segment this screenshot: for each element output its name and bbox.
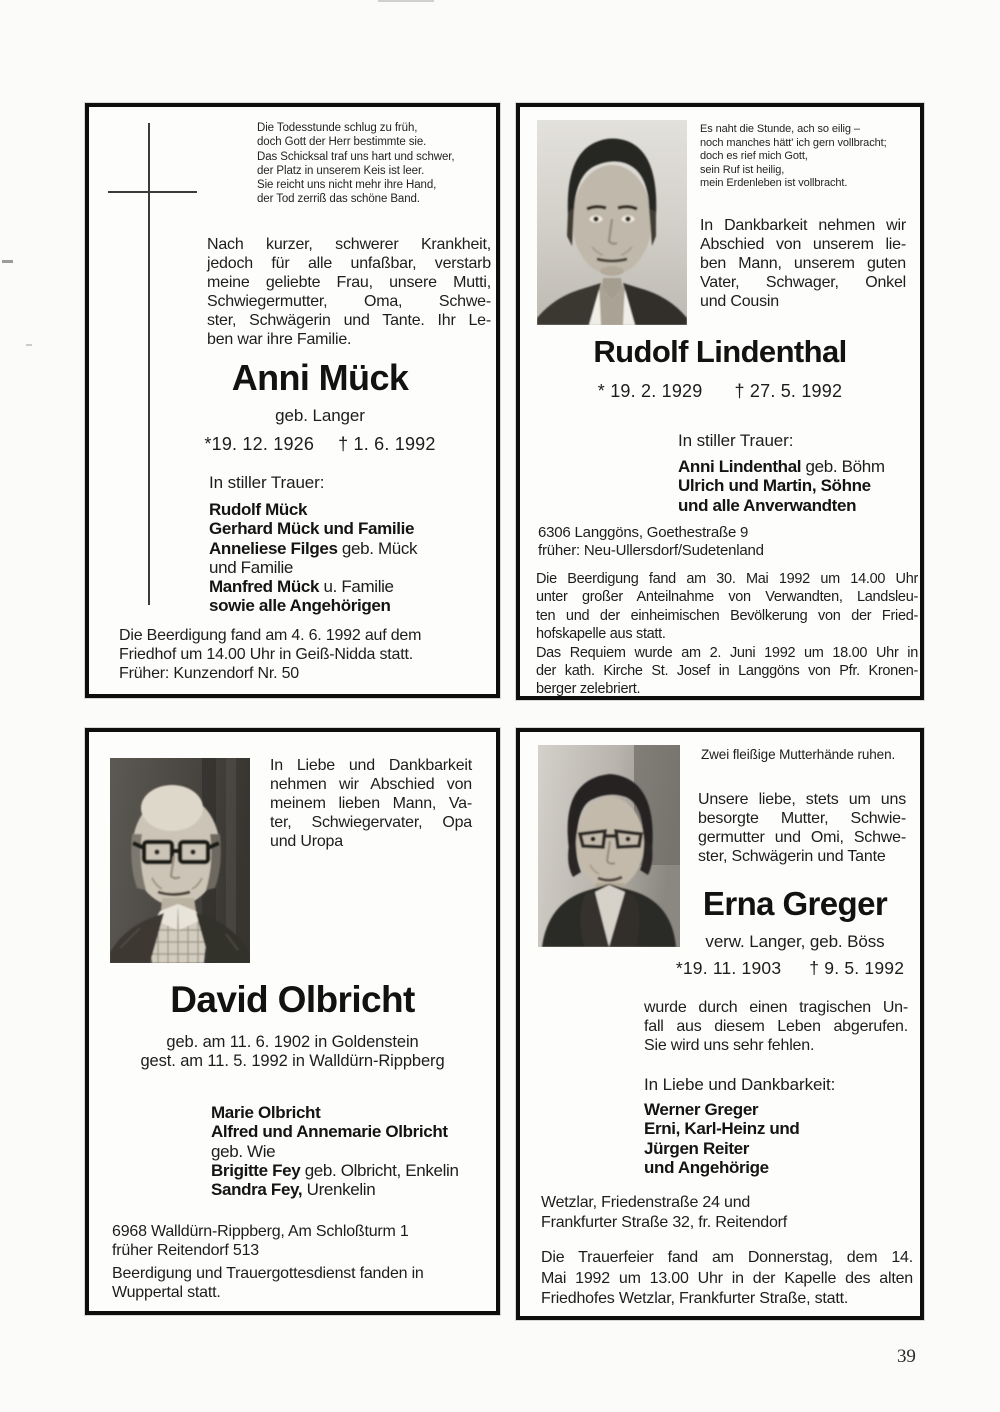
mourner-name: Brigitte Fey [211, 1160, 301, 1180]
funeral-line: Früher: Kunzendorf Nr. 50 [119, 665, 299, 682]
mourner-line [209, 500, 417, 519]
poem-line: mein Erdenleben ist vollbracht. [700, 177, 848, 190]
portrait-photo-rudolf-lindenthal [537, 120, 687, 325]
funeral-line: ten und der einheimischen Bevölkerung von der Fried- [536, 607, 918, 624]
intro-line: nehmen wir Abschied von [270, 776, 472, 793]
deceased-name: Rudolf Lindenthal [593, 334, 847, 369]
mourner-name: Manfred Mück [209, 577, 320, 597]
portrait-photo-erna-greger [538, 745, 680, 947]
mourner-suffix: geb. Olbricht, Enkelin [300, 1160, 459, 1180]
mourners-list [678, 457, 885, 515]
scan-artifact [2, 260, 13, 263]
scan-artifact [378, 0, 434, 2]
poem-line: Sie reicht uns nicht mehr ihre Hand, [257, 179, 437, 192]
funeral-line: Die Beerdigung fand am 30. Mai 1992 um 14.00 Uhr [536, 571, 918, 587]
intro-line: jedoch für alle unfaßbar, verstarb [207, 255, 491, 272]
memorial-poem [257, 121, 454, 207]
address-block [112, 1222, 409, 1260]
mourner-suffix: Urenkelin [302, 1180, 376, 1200]
funeral-line: Das Requiem wurde am 2. Juni 1992 um 18.00 Uhr in [536, 644, 918, 661]
mourner-line [678, 496, 885, 515]
intro-line: Nach kurzer, schwerer Krankheit, [207, 236, 491, 253]
intro-line: besorgte Mutter, Schwie- [698, 810, 906, 827]
death-date: † 9. 5. 1992 [809, 958, 905, 978]
life-dates [660, 958, 920, 979]
funeral-info [119, 626, 475, 683]
birth-line: geb. am 11. 6. 1902 in Goldenstein [166, 1033, 419, 1051]
obituary-intro [698, 790, 906, 866]
intro-line: ben war ihre Familie. [207, 331, 352, 348]
mourning-intro: In stiller Trauer: [209, 473, 325, 492]
mourner-name: Werner Greger [644, 1100, 759, 1119]
page-number: 39 [897, 1346, 916, 1367]
mourner-line [644, 1100, 799, 1119]
passage-line: fall aus diesem Leben abgerufen. [644, 1018, 908, 1035]
poem-line: doch es rief mich Gott, [700, 150, 808, 163]
poem-line: doch Gott der Herr bestimmte sie. [257, 136, 427, 149]
intro-line: Unsere liebe, stets um uns [698, 791, 906, 808]
mourner-name: Jürgen Reiter [644, 1138, 750, 1158]
mourner-line [678, 457, 885, 476]
passage-line: wurde durch einen tragischen Un- [644, 999, 908, 1016]
mourning-intro: In Liebe und Dankbarkeit: [644, 1075, 836, 1094]
notice-rudolf-lindenthal [516, 103, 924, 700]
address-line: Frankfurter Straße 32, fr. Reitendorf [541, 1214, 788, 1231]
mourner-name: Gerhard Mück und Familie [209, 519, 415, 539]
mourning-cross-icon [108, 191, 197, 193]
funeral-info [112, 1264, 424, 1302]
epigraph: Zwei fleißige Mutterhände ruhen. [701, 747, 896, 762]
mourner-name: Marie Olbricht [211, 1103, 321, 1122]
intro-line: ben Mann, unserem guten [700, 255, 906, 272]
intro-line: und Uropa [270, 833, 343, 850]
mourning-intro: In stiller Trauer: [678, 431, 794, 450]
mourner-name: Rudolf Mück [209, 500, 308, 519]
mourner-line [209, 596, 417, 615]
death-date: † 27. 5. 1992 [734, 381, 843, 401]
address-line: 6306 Langgöns, Goethestraße 9 [538, 524, 749, 541]
mourner-suffix: geb. Mück [337, 538, 418, 558]
portrait-photo-david-olbricht [110, 758, 250, 963]
maiden-name: geb. Langer [275, 406, 365, 425]
mourner-suffix: geb. Böhm [801, 457, 885, 476]
mourners-list [644, 1100, 799, 1177]
mourner-line [211, 1142, 459, 1161]
mourner-name: Ulrich und Martin, Söhne [678, 476, 871, 496]
address-line: früher Reitendorf 513 [112, 1242, 260, 1259]
maiden-name: verw. Langer, geb. Böss [705, 932, 885, 951]
mourner-name: und alle Anverwandten [678, 495, 857, 515]
intro-line: Vater, Schwager, Onkel [700, 274, 906, 291]
poem-line: Die Todesstunde schlug zu früh, [257, 122, 418, 134]
obituary-intro [270, 756, 472, 851]
deceased-name: Erna Greger [702, 885, 888, 922]
intro-line: ter, Schwiegervater, Opa [270, 814, 472, 831]
mourner-line [678, 476, 885, 495]
funeral-line: Wuppertal statt. [112, 1284, 221, 1301]
funeral-line: hofskapelle aus statt. [536, 626, 666, 643]
intro-line: In Liebe und Dankbarkeit [270, 757, 472, 774]
death-line: gest. am 11. 5. 1992 in Walldürn-Rippberg [140, 1052, 445, 1070]
intro-line: ster, Schwägerin und Tante [698, 848, 886, 865]
mourner-name: Anneliese Filges [209, 538, 338, 558]
obituary-intro [700, 216, 906, 311]
intro-line: germutter und Omi, Schwe- [698, 829, 906, 846]
intro-line: ster, Schwägerin und Tante. Ihr Le- [207, 312, 491, 329]
mourner-suffix: u. Familie [319, 577, 394, 597]
life-dates [149, 434, 491, 455]
address-line: früher: Neu-Ullersdorf/Sudetenland [538, 542, 764, 559]
mourner-line [644, 1158, 799, 1177]
poem-line: noch manches hätt' ich gern vollbracht; [700, 136, 887, 149]
deceased-name: David Olbricht [170, 979, 415, 1020]
address-line: 6968 Walldürn-Rippberg, Am Schloßturm 1 [112, 1223, 409, 1240]
mourner-line [211, 1180, 459, 1199]
mourner-suffix: und Familie [209, 557, 294, 577]
poem-line: sein Ruf ist heilig, [700, 163, 785, 176]
notice-erna-greger [516, 728, 924, 1320]
life-dates [550, 381, 890, 402]
funeral-info [541, 1248, 913, 1310]
deceased-name: Anni Mück [231, 357, 409, 398]
mourner-line [211, 1122, 459, 1141]
poem-line: Es naht die Stunde, ach so eilig – [700, 123, 860, 135]
mourning-cross-icon [148, 123, 150, 605]
mourner-line [211, 1161, 459, 1180]
funeral-line: Friedhof um 14.00 Uhr in Geiß-Nidda statt. [119, 646, 413, 663]
mourner-name: Alfred und Annemarie Olbricht [211, 1122, 448, 1142]
funeral-line: der kath. Kirche St. Josef in Langgöns von Pfr. Kronen- [536, 663, 918, 680]
intro-line: meine geliebte Frau, unsere Mutti, [207, 274, 491, 291]
address-block [538, 524, 764, 560]
mourner-line [644, 1139, 799, 1158]
mourner-line [644, 1119, 799, 1138]
funeral-line: Die Beerdigung fand am 4. 6. 1992 auf dem [119, 627, 422, 644]
mourner-line [209, 577, 417, 596]
mourner-name: sowie alle Angehörigen [209, 596, 391, 616]
address-line: Wetzlar, Friedenstraße 24 und [541, 1194, 751, 1211]
scan-artifact [26, 344, 32, 346]
birth-date: *19. 12. 1926 [204, 434, 315, 454]
funeral-line: unter großer Anteilnahme von Verwandten, Landsleu- [536, 589, 918, 606]
intro-line: Abschied von unserem lie- [700, 236, 906, 253]
notice-anni-mueck [85, 103, 500, 698]
passage [644, 998, 908, 1055]
mourner-name: Anni Lindenthal [678, 457, 802, 476]
funeral-line: Die Trauerfeier fand am Donnerstag, dem 14. [541, 1249, 913, 1266]
poem-line: der Tod zerriß das schöne Band. [257, 193, 420, 206]
funeral-line: Friedhofes Wetzlar, Frankfurter Straße, statt. [541, 1290, 849, 1307]
mourner-line [209, 539, 417, 558]
death-date: † 1. 6. 1992 [338, 434, 436, 454]
intro-line: In Dankbarkeit nehmen wir [700, 217, 906, 234]
mourners-list [209, 500, 417, 616]
funeral-line: berger zelebriert. [536, 681, 641, 698]
poem-line: Das Schicksal traf uns hart und schwer, [257, 150, 455, 163]
funeral-info [536, 570, 918, 699]
notice-david-olbricht [85, 728, 500, 1315]
intro-line: meinem lieben Mann, Va- [270, 795, 472, 812]
poem-line: der Platz in unserem Keis ist leer. [257, 164, 425, 177]
mourner-name: Erni, Karl-Heinz und [644, 1119, 800, 1139]
obituary-intro [207, 235, 491, 349]
intro-line: Schwiegermutter, Oma, Schwe- [207, 293, 491, 310]
address-block [541, 1193, 787, 1233]
mourner-name: Sandra Fey, [211, 1180, 303, 1200]
funeral-line: Beerdigung und Trauergottesdienst fanden in [112, 1265, 424, 1282]
mourners-list [211, 1103, 459, 1199]
memorial-poem [700, 123, 887, 191]
mourner-name: und Angehörige [644, 1157, 769, 1177]
birth-date: * 19. 2. 1929 [597, 381, 703, 401]
passage-line: Sie wird uns sehr fehlen. [644, 1037, 815, 1054]
funeral-line: Mai 1992 um 13.00 Uhr in der Kapelle des alten [541, 1269, 913, 1287]
mourner-line [209, 558, 417, 577]
mourner-suffix: geb. Wie [211, 1141, 276, 1161]
intro-line: und Cousin [700, 293, 779, 310]
birth-date: *19. 11. 1903 [675, 958, 782, 978]
mourner-line [211, 1103, 459, 1122]
mourner-line [209, 519, 417, 538]
